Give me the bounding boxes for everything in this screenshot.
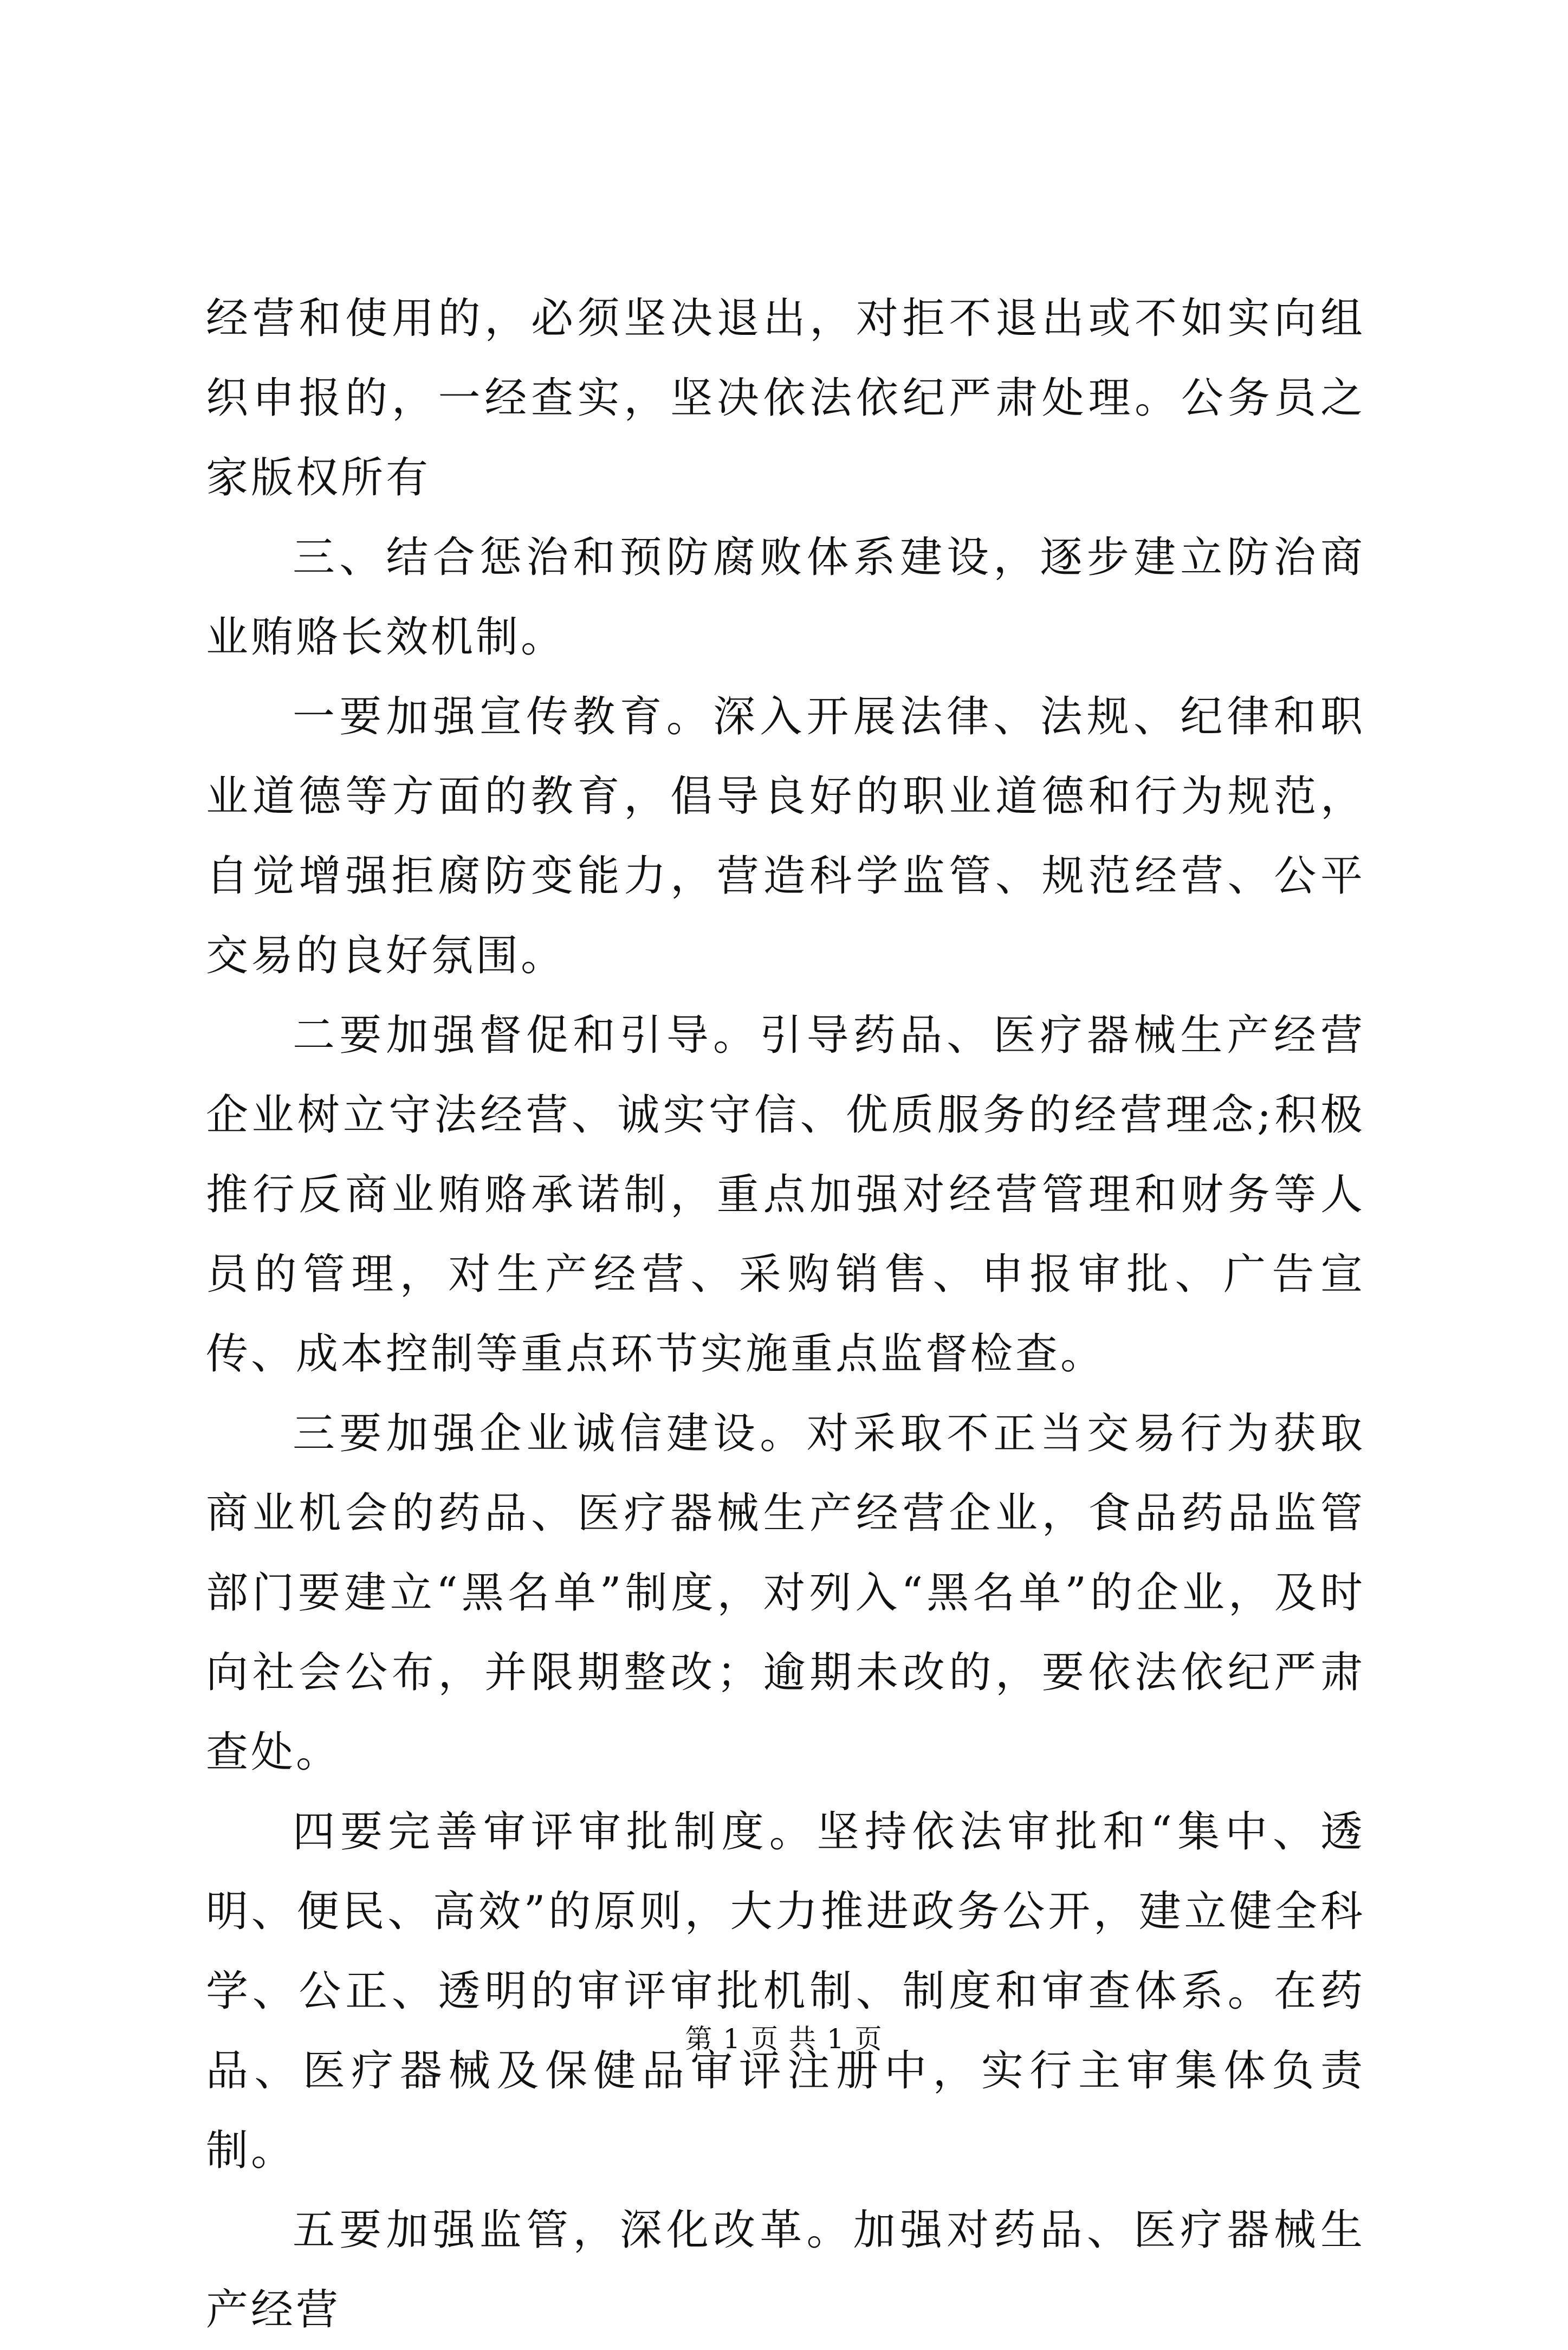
paragraph-propaganda-education: 一要加强宣传教育。深入开展法律、法规、纪律和职业道德等方面的教育，倡导良好的职业道德和行为规范，自觉增强拒腐防变能力，营造科学监管、规范经营、公平交易的良好氛围。 [206,692,1365,980]
paragraph-supervision-guidance: 二要加强督促和引导。引导药品、医疗器械生产经营企业树立守法经营、诚实守信、优质服务的经营理念;积极推行反商业贿赂承诺制，重点加强对经营管理和财务等人员的管理，对生产经营、采购销售、申报审批、广告宣传、成本控制等重点环节实施重点监督检查。 [206,1011,1365,1378]
paragraph-continuation: 经营和使用的，必须坚决退出，对拒不退出或不如实向组织申报的，一经查实，坚决依法依纪严肃处理。公务员之家版权所有 [206,294,1365,502]
paragraph-enterprise-integrity: 三要加强企业诚信建设。对采取不正当交易行为获取商业机会的药品、医疗器械生产经营企业，食品药品监管部门要建立“黑名单”制度，对列入“黑名单”的企业，及时向社会公布，并限期整改；逾期未改的，要依法依纪严肃查处。 [206,1409,1365,1777]
paragraph-supervision-reform: 五要加强监管，深化改革。加强对药品、医疗器械生产经营 [206,2206,1365,2334]
page-footer: 第 1 页 共 1 页 [685,2023,883,2055]
paragraph-review-approval: 四要完善审评审批制度。坚持依法审批和“集中、透明、便民、高效”的原则，大力推进政务公开，建立健全科学、公正、透明的审评审批机制、制度和审查体系。在药品、医疗器械及保健品审评注册中，实行主审集体负责制。 [206,1808,1365,2175]
section-heading-three: 三、结合惩治和预防腐败体系建设，逐步建立防治商业贿赂长效机制。 [206,533,1365,662]
